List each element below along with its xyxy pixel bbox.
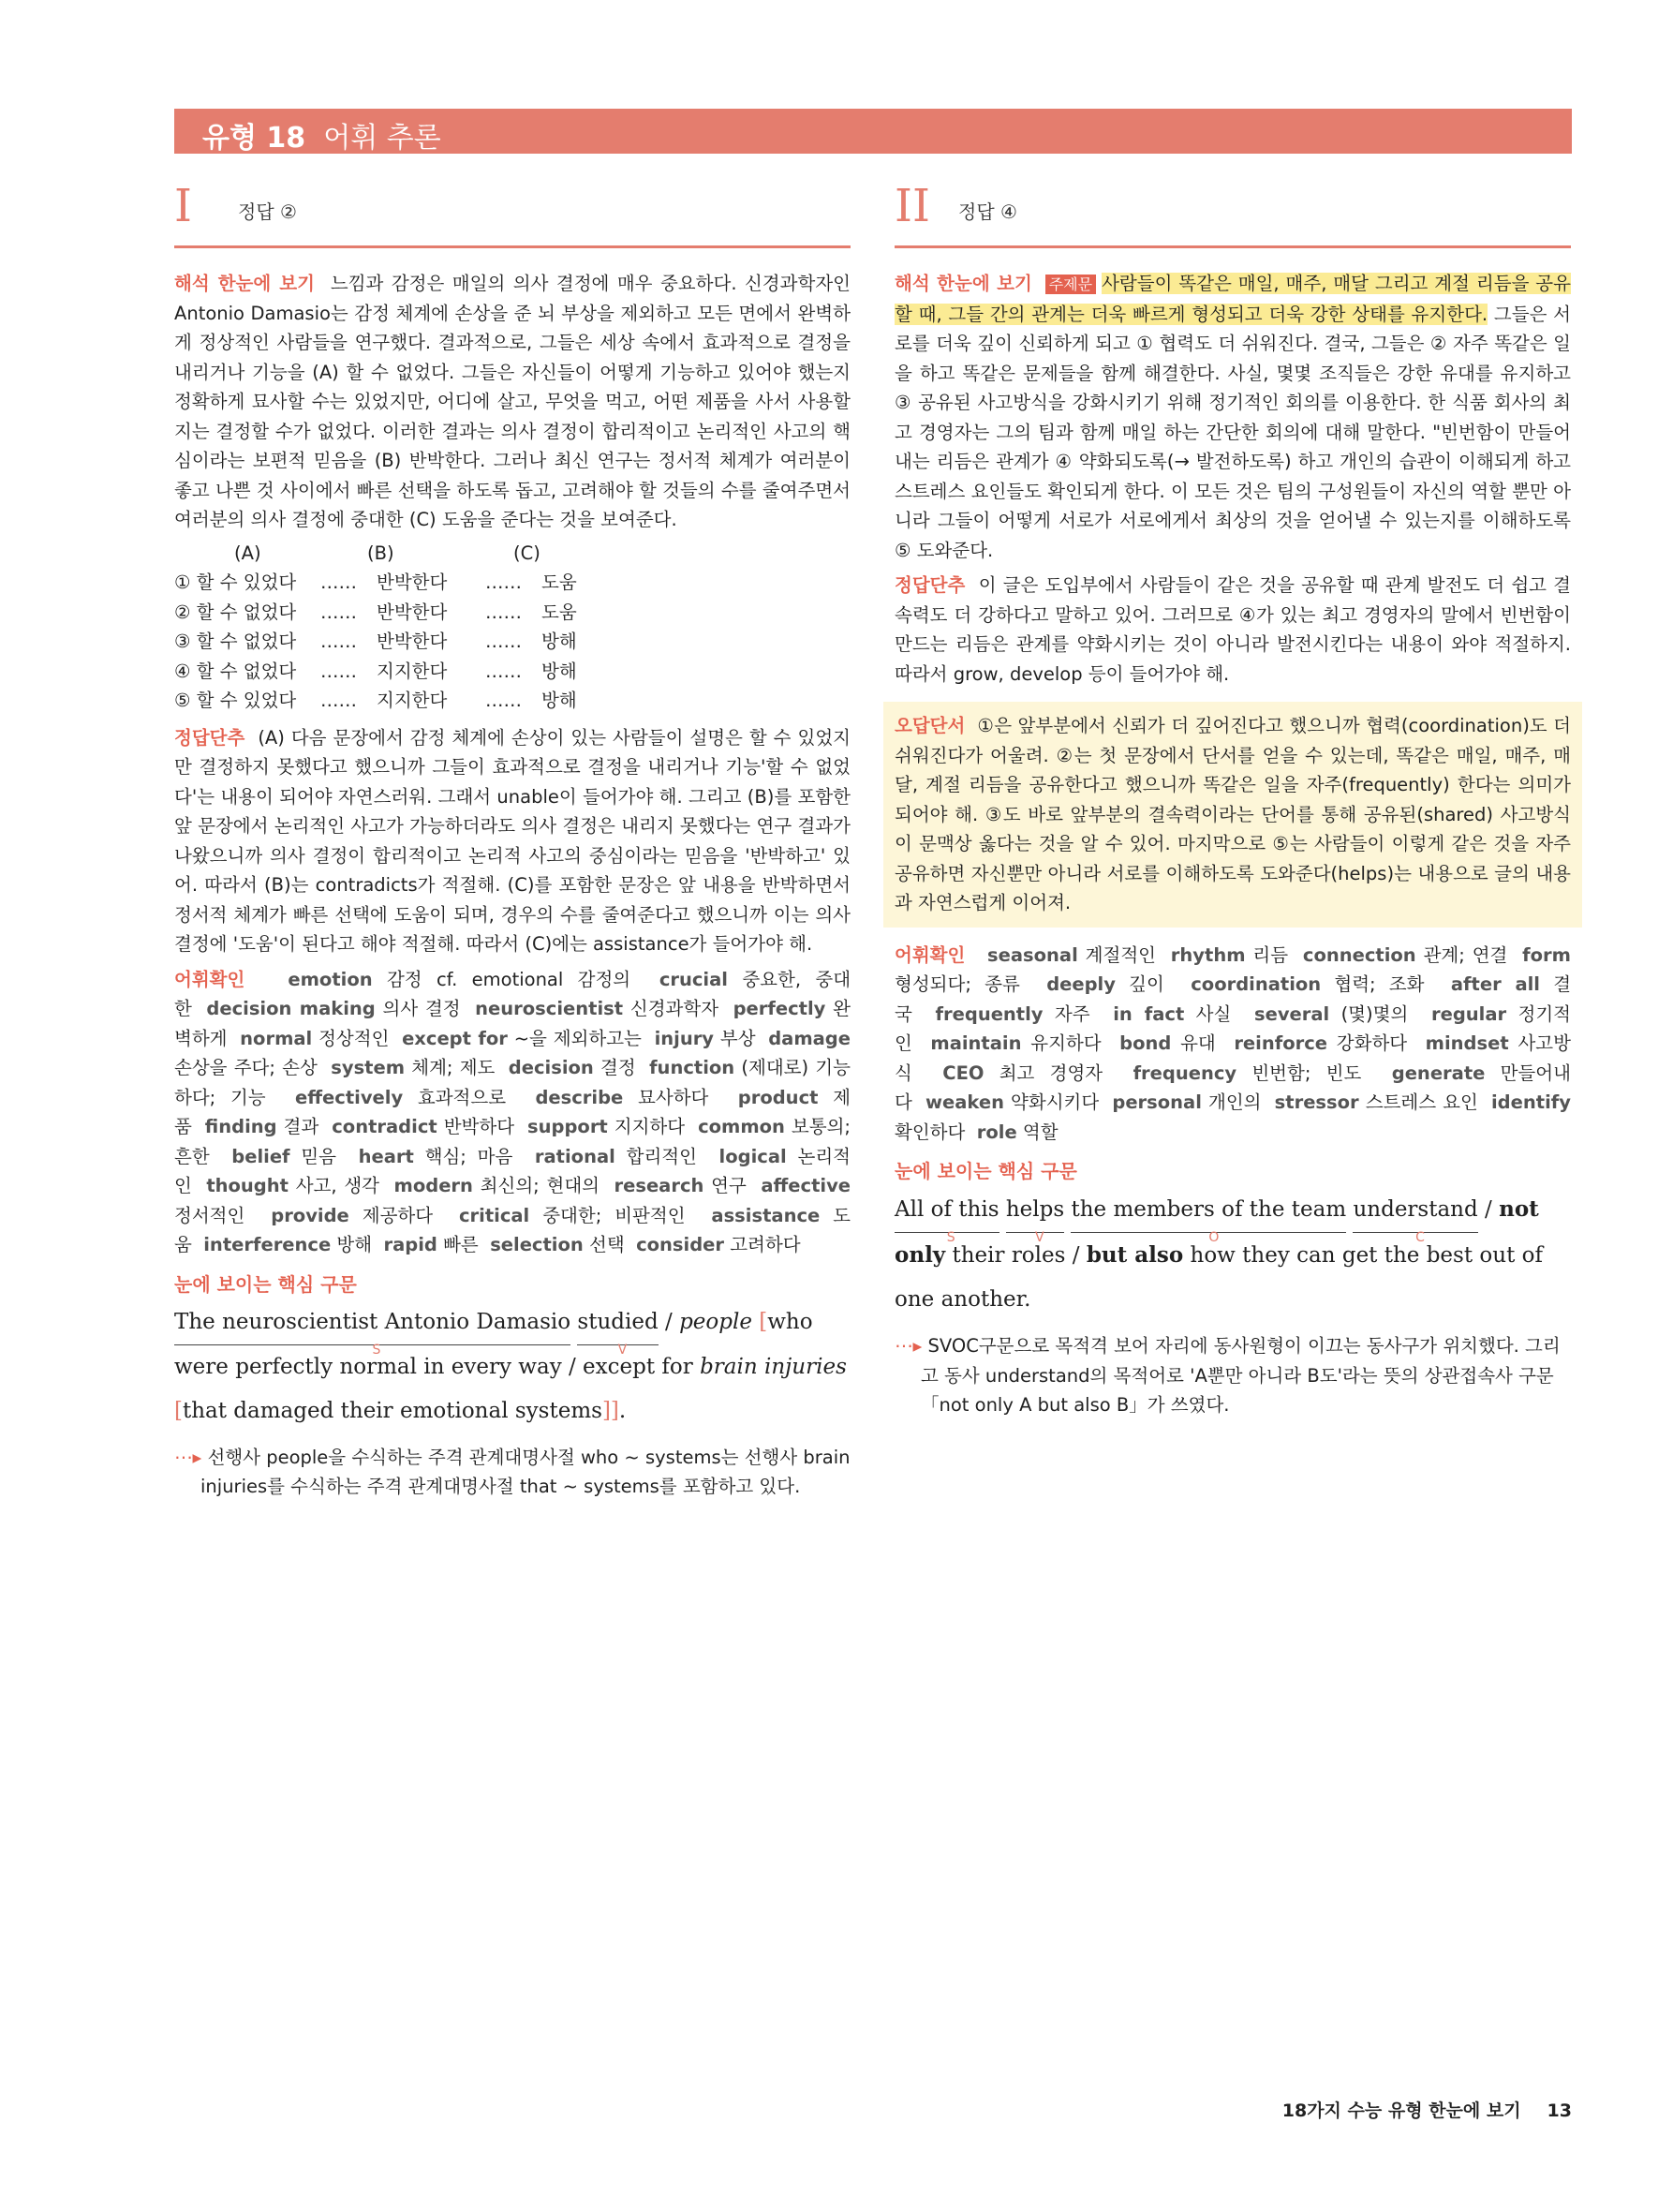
choice-cell: 도움 — [541, 601, 577, 623]
choice-cell: 반박한다 — [377, 631, 448, 652]
vocab-term: interference — [203, 1234, 332, 1255]
vocab-meaning: 자주 — [1054, 1002, 1090, 1025]
choice-dots: …… — [320, 690, 357, 711]
translation — [174, 269, 851, 535]
vocab-meaning: 빠른 — [443, 1234, 479, 1255]
vocab-meaning: 빈번함; 빈도 — [1251, 1061, 1362, 1084]
vocab-term: injury — [654, 1027, 715, 1049]
vocab-meaning: 고려하다 — [730, 1234, 801, 1255]
vocab-meaning: 사고, 생각 — [295, 1175, 380, 1196]
vocab-meaning: 최신의; 현대의 — [480, 1175, 600, 1196]
vocab-term: normal — [240, 1027, 313, 1049]
choice-header-c: (C) — [513, 542, 540, 564]
choice-dots: …… — [485, 601, 522, 623]
vocab-term: emotion — [288, 968, 373, 990]
answer-label: 정답 ② — [238, 200, 297, 223]
vocab-term: critical — [458, 1204, 530, 1226]
choice-cell: 방해 — [541, 660, 577, 682]
vocab-meaning: 사실 — [1195, 1002, 1232, 1025]
choice-dots: …… — [485, 690, 522, 711]
vocab-term: describe — [535, 1086, 624, 1108]
vocab-term: generate — [1391, 1061, 1486, 1084]
vocab-meaning: 유지하다 — [1030, 1032, 1102, 1054]
choice-dots: …… — [320, 601, 357, 623]
vocab-term: in fact — [1113, 1002, 1185, 1025]
vocab-term: reinforce — [1234, 1032, 1328, 1054]
choice-row — [174, 568, 851, 598]
translation-label: 해석 한눈에 보기 — [895, 273, 1032, 294]
vocab-term: rapid — [383, 1234, 437, 1255]
vocab-term: decision — [508, 1057, 594, 1078]
answer-key: 정답단추 (A) 다음 문장에서 감정 체계에 손상이 있는 사람들이 설명은 할 수 있었지만 결정하지 못했다고 했으니까 그들이 효과적으로 결정을 내리거나 기능'할 수 없었다'는 내용이 되어야 자연스러워. 그래서 unable이 들어가야 해. 그리고 (B)를 포함한 앞 문장에서 논리적인 사고가 가능하더라도 의사 결정은 내리지 못했다는 연구 결과가 나왔으니까 의사 결정이 합리적이고 논리적 사고의 중심이라는 믿음을 '반박하고' 있어. 따라서 (B)는 contradicts가 적절해. (C)를 포함한 문장은 앞 내용을 반박하면서 정서적 체계가 빠른 선택에 도움이 되며, 경우의 수를 줄여준다고 했으니까 이는 의사 결정에 '도움'이 된다고 해야 적절해. 따라서 (C)에는 assistance가 들어가야 해. — [174, 726, 851, 955]
answer-key-label: 정답단추 — [895, 574, 966, 596]
vocab-term: support — [527, 1116, 608, 1137]
vocab-meaning: 확인하다 — [895, 1121, 966, 1143]
vocabulary — [895, 941, 1571, 1148]
vocab-meaning: 지지하다 — [614, 1116, 686, 1137]
choice-row — [174, 627, 851, 657]
choice-cell: ⑤ 할 수 있었다 — [174, 690, 297, 711]
vocab-meaning: 연구 — [711, 1175, 747, 1196]
translation-text: 느낌과 감정은 매일의 의사 결정에 매우 중요하다. 신경과학자인 Antonio Damasio는 감정 체계에 손상을 준 뇌 부상을 제외하고 모든 면에서 완벽하게 정상적인 사람들을 연구했다. 결과적으로, 그들은 세상 속에서 효과적으로 결정을 내리거나 기능을 (A) 할 수 없었다. 그들은 자신들이 어떻게 기능하고 있어야 했는지 정확하게 묘사할 수는 있었지만, 어디에 살고, 무엇을 먹고, 어떤 제품을 사서 사용할지는 결정할 수가 없었다. 이러한 결과는 의사 결정이 합리적이고 논리적인 사고의 핵심이라는 보편적 믿음을 (B) 반박한다. 그러나 최신 연구는 정서적 체계가 여러분이 좋고 나쁜 것 사이에서 빠른 선택을 하도록 돕고, 고려해야 할 것들의 수를 줄여주면서 여러분의 의사 결정에 중대한 (C) 도움을 준다는 것을 보여준다. — [174, 273, 851, 530]
vocabulary — [174, 965, 851, 1260]
vocab-meaning: 형성되다; 종류 — [895, 973, 1020, 995]
answer-label: 정답 ④ — [958, 200, 1017, 223]
choice-dots: …… — [320, 660, 357, 682]
vocab-term: belief — [231, 1145, 290, 1167]
choice-cell: ① 할 수 있었다 — [174, 572, 297, 593]
vocab-term: personal — [1112, 1091, 1202, 1113]
vocab-term: regular — [1431, 1002, 1507, 1025]
vocab-meaning: 협력; 조화 — [1334, 973, 1425, 995]
choice-dots: …… — [320, 572, 357, 593]
choice-cell: ② 할 수 없었다 — [174, 601, 297, 623]
vocab-meaning: 관계; 연결 — [1423, 943, 1508, 966]
vocab-meaning: 신경과학자 — [629, 998, 719, 1019]
syntax-label: 눈에 보이는 핵심 구문 — [174, 1272, 357, 1296]
choice-cell: 반박한다 — [377, 572, 448, 593]
vocab-meaning: 강화하다 — [1336, 1032, 1408, 1054]
vocab-meaning: 손상을 주다; 손상 — [174, 1057, 318, 1078]
choice-cell: ④ 할 수 없었다 — [174, 660, 297, 682]
answer-key-label: 정답단추 — [174, 726, 245, 749]
vocab-term: except for — [402, 1027, 508, 1049]
vocab-term: deeply — [1046, 973, 1116, 995]
choice-cell: 지지한다 — [377, 660, 448, 682]
vocab-meaning: 부상 — [719, 1027, 756, 1049]
vocab-meaning: ~을 제외하고는 — [513, 1027, 642, 1049]
arrow-icon: ⋯▸ — [174, 1446, 202, 1468]
vocab-meaning: 제품 — [174, 1086, 851, 1137]
vocab-term: neuroscientist — [475, 998, 624, 1019]
vocab-meaning: 합리적인 — [626, 1145, 697, 1167]
vocab-term: perfectly — [733, 998, 826, 1019]
roman-numeral: II — [895, 180, 930, 232]
vocab-term: rational — [534, 1145, 615, 1167]
wrong-answer-box: 오답단서 ①은 앞부분에서 신뢰가 더 깊어진다고 했으니까 협력(coordination)도 더 쉬워진다가 어울려. ②는 첫 문장에서 단서를 얻을 수 있는데, 똑같은 매일, 매주, 매달, 계절 리듬을 공유한다고 했으니까 똑같은 일을 자주(frequently) 한다는 의미가 되어야 해. ③도 바로 앞부분의 결속력이라는 단어를 통해 공유된(shared) 사고방식이 문맥상 옳다는 것을 알 수 있어. 마지막으로 ⑤는 사람들이 이렇게 같은 것을 자주 공유하면 자신뿐만 아니라 서로를 이해하도록 도와준다(helps)는 내용으로 글의 내용과 자연스럽게 이어져. — [883, 702, 1582, 928]
choice-cell: 도움 — [541, 572, 577, 593]
choice-header-b: (B) — [367, 542, 394, 564]
choice-cell: 지지한다 — [377, 690, 448, 711]
vocab-term: affective — [761, 1175, 851, 1196]
choice-header-a: (A) — [234, 542, 261, 564]
roman-numeral: I — [174, 180, 192, 232]
vocab-term: assistance — [711, 1204, 821, 1226]
choice-dots: …… — [485, 631, 522, 652]
choice-row — [174, 657, 851, 687]
vocab-term: after all — [1450, 973, 1540, 995]
vocab-meaning: 리듬 — [1252, 943, 1289, 966]
question-header-2 — [895, 178, 1571, 248]
vocab-meaning: 정기적인 — [895, 1002, 1572, 1054]
arrow-icon: ⋯▸ — [895, 1335, 923, 1357]
vocab-term: form — [1522, 943, 1571, 966]
choice-cell: ③ 할 수 없었다 — [174, 631, 297, 652]
vocab-term: research — [614, 1175, 704, 1196]
vocab-meaning: 깊이 — [1129, 973, 1164, 995]
vocab-term: frequency — [1133, 1061, 1237, 1084]
vocab-meaning: 만들어내다 — [895, 1061, 1571, 1113]
vocab-term: product — [737, 1086, 819, 1108]
choice-row — [174, 686, 851, 716]
vocab-meaning: 도움 — [174, 1204, 851, 1255]
vocab-meaning: 체계; 제도 — [411, 1057, 496, 1078]
vocab-term: connection — [1302, 943, 1416, 966]
vocab-term: logical — [718, 1145, 787, 1167]
vocab-term: coordination — [1191, 973, 1322, 995]
topic-tag: 주제문 — [1045, 275, 1096, 294]
page-footer — [1282, 2097, 1572, 2122]
vocab-term: common — [698, 1116, 785, 1137]
vocab-term: bond — [1119, 1032, 1172, 1054]
vocab-meaning: 유대 — [1180, 1032, 1216, 1054]
vocab-term: identify — [1491, 1091, 1571, 1113]
vocab-meaning: 결과 — [283, 1116, 319, 1137]
key-sentence: All of this S helps V the members of the team O understand C / not only their roles / but also how they can get the best out of one another. — [895, 1187, 1571, 1322]
vocab-term: CEO — [942, 1061, 985, 1084]
vocab-meaning: 제공하다 — [362, 1204, 434, 1226]
vocab-term: contradict — [332, 1116, 437, 1137]
choice-cell: 반박한다 — [377, 601, 448, 623]
vocabulary-label: 어휘확인 — [895, 943, 966, 966]
vocab-meaning: 개인의 — [1207, 1091, 1262, 1113]
topic-sentence: 사람들이 똑같은 매일, 매주, 매달 그리고 계절 리듬을 공유할 때, 그들 간의 관계는 더욱 빠르게 형성되고 더욱 강한 상태를 유지한다. — [895, 273, 1571, 325]
vocab-term: heart — [358, 1145, 414, 1167]
vocab-meaning: 반박하다 — [443, 1116, 515, 1137]
vocab-term: maintain — [930, 1032, 1022, 1054]
vocab-term: crucial — [659, 968, 728, 990]
vocab-term: seasonal — [987, 943, 1078, 966]
vocab-term: weaken — [925, 1091, 1004, 1113]
vocab-term: stressor — [1274, 1091, 1359, 1113]
vocab-meaning: 정서적인 — [174, 1204, 245, 1226]
vocab-meaning: 약화시키다 — [1011, 1091, 1100, 1113]
choice-dots: …… — [320, 631, 357, 652]
vocab-meaning: 효과적으로 — [417, 1086, 507, 1108]
vocab-term: modern — [393, 1175, 473, 1196]
choice-cell: 방해 — [541, 631, 577, 652]
section-banner — [174, 109, 1572, 154]
vocab-meaning: (몇)몇의 — [1340, 1002, 1409, 1025]
answer-key: 정답단추 이 글은 도입부에서 사람들이 같은 것을 공유할 때 관계 발전도 더 쉽고 결속력도 더 강하다고 말하고 있어. 그러므로 ④가 있는 최고 경영자의 말에서 빈번함이 만드는 리듬은 관계를 약화시키는 것이 아니라 발전시킨다는 내용이 와야 적절하지. 따라서 grow, develop 등이 들어가야 해. — [895, 574, 1571, 685]
vocab-term: selection — [490, 1234, 584, 1255]
vocab-meaning: 결국 — [895, 973, 1572, 1025]
vocabulary-label: 어휘확인 — [174, 968, 245, 990]
right-column — [895, 178, 1571, 1420]
vocab-term: frequently — [935, 1002, 1044, 1025]
vocab-meaning: 최고 경영자 — [999, 1061, 1103, 1084]
vocab-meaning: 중대한; 비판적인 — [542, 1204, 686, 1226]
vocab-meaning: 묘사하다 — [638, 1086, 709, 1108]
vocab-term: function — [649, 1057, 735, 1078]
vocab-meaning: 역할 — [1022, 1121, 1059, 1143]
syntax-label: 눈에 보이는 핵심 구문 — [895, 1160, 1077, 1182]
translation-label: 해석 한눈에 보기 — [174, 273, 315, 294]
left-column — [174, 178, 851, 1502]
vocab-meaning: 의사 결정 — [382, 998, 461, 1019]
vocab-term: mindset — [1425, 1032, 1509, 1054]
choice-table — [174, 539, 851, 716]
vocab-meaning: 방해 — [336, 1234, 373, 1255]
vocab-meaning: 계절적인 — [1085, 943, 1157, 966]
wrong-answer-label: 오답단서 — [895, 715, 966, 736]
choice-row — [174, 598, 851, 628]
vocab-term: decision making — [206, 998, 376, 1019]
vocab-meaning: 정상적인 — [318, 1027, 390, 1049]
vocab-meaning: 논리적인 — [174, 1145, 851, 1196]
footer-title: 18가지 수능 유형 한눈에 보기 — [1281, 2101, 1521, 2121]
translation: 해석 한눈에 보기 주제문 사람들이 똑같은 매일, 매주, 매달 그리고 계절 리듬을 공유할 때, 그들 간의 관계는 더욱 빠르게 형성되고 더욱 강한 상태를 유지한다. 그들은 서로를 더욱 깊이 신뢰하게 되고 ① 협력도 더 쉬워진다. 결국, 그들은 ② 자주 똑같은 일을 하고 똑같은 문제들을 함께 해결한다. 사실, 몇몇 조직들은 강한 유대를 유지하고 ③ 공유된 사고방식을 강화시키기 위해 정기적인 회의를 이용한다. 한 식품 회사의 최고 경영자는 그의 팀과 함께 매일 하는 간단한 회의에 대해 말한다. "빈번함이 만들어 내는 리듬은 관계가 ④ 약화되도록(→ 발전하도록) 하고 개인의 습관이 이해되게 하고 스트레스 요인들도 확인되게 한다. 이 모든 것은 팀의 구성원들이 자신의 역할 뿐만 아니라 그들이 어떻게 서로가 서로에게서 최상의 것을 얻어낼 수 있는지를 이해하도록 ⑤ 도와준다. — [895, 273, 1572, 561]
vocab-meaning: (제대로) 기능하다; 기능 — [174, 1057, 851, 1108]
syntax-note: ⋯▸ SVOC구문으로 목적격 보어 자리에 동사원형이 이끄는 동사구가 위치했다. 그리고 동사 understand의 목적어로 'A뿐만 아니라 B도'라는 뜻의 상관접속사 구문 「not only A but also B」가 쓰였다. — [895, 1335, 1561, 1416]
choice-cell: 방해 — [541, 690, 577, 711]
vocab-meaning: 핵심; 마음 — [424, 1145, 513, 1167]
vocab-meaning: 믿음 — [301, 1145, 337, 1167]
key-sentence: The neuroscientist Antonio Damasio S studied V / people [who were perfectly normal in every way / except for brain injuries [that damaged their emotional systems]]. — [174, 1300, 851, 1433]
choice-dots: …… — [485, 660, 522, 682]
vocab-meaning: 결정 — [600, 1057, 636, 1078]
vocab-meaning: 보통의; 흔한 — [174, 1116, 851, 1167]
vocab-term: damage — [768, 1027, 851, 1049]
syntax-note: ⋯▸ 선행사 people을 수식하는 주격 관계대명사절 who ~ systems는 선행사 brain injuries를 수식하는 주격 관계대명사절 that ~ systems를 포함하고 있다. — [174, 1446, 851, 1497]
vocab-term: role — [976, 1121, 1017, 1143]
vocab-meaning: 사고방식 — [895, 1032, 1571, 1084]
vocab-term: effectively — [295, 1086, 404, 1108]
vocab-meaning: 스트레스 요인 — [1365, 1091, 1478, 1113]
page-number: 13 — [1547, 2101, 1572, 2121]
vocab-term: finding — [204, 1116, 277, 1137]
vocab-term: provide — [271, 1204, 349, 1226]
vocab-meaning: 선택 — [588, 1234, 625, 1255]
vocab-term: system — [331, 1057, 406, 1078]
question-header-1 — [174, 178, 851, 248]
vocab-meaning: 완벽하게 — [174, 998, 851, 1049]
vocab-term: several — [1254, 1002, 1330, 1025]
choice-dots: …… — [485, 572, 522, 593]
vocab-meaning: 중요한, 중대한 — [174, 968, 851, 1019]
vocab-meaning: 감정 cf. emotional 감정의 — [386, 968, 631, 990]
vocab-term: consider — [636, 1234, 725, 1255]
vocab-term: thought — [206, 1175, 289, 1196]
banner-title: 유형 18 어휘 추론 — [202, 122, 441, 155]
vocab-term: rhythm — [1170, 943, 1246, 966]
